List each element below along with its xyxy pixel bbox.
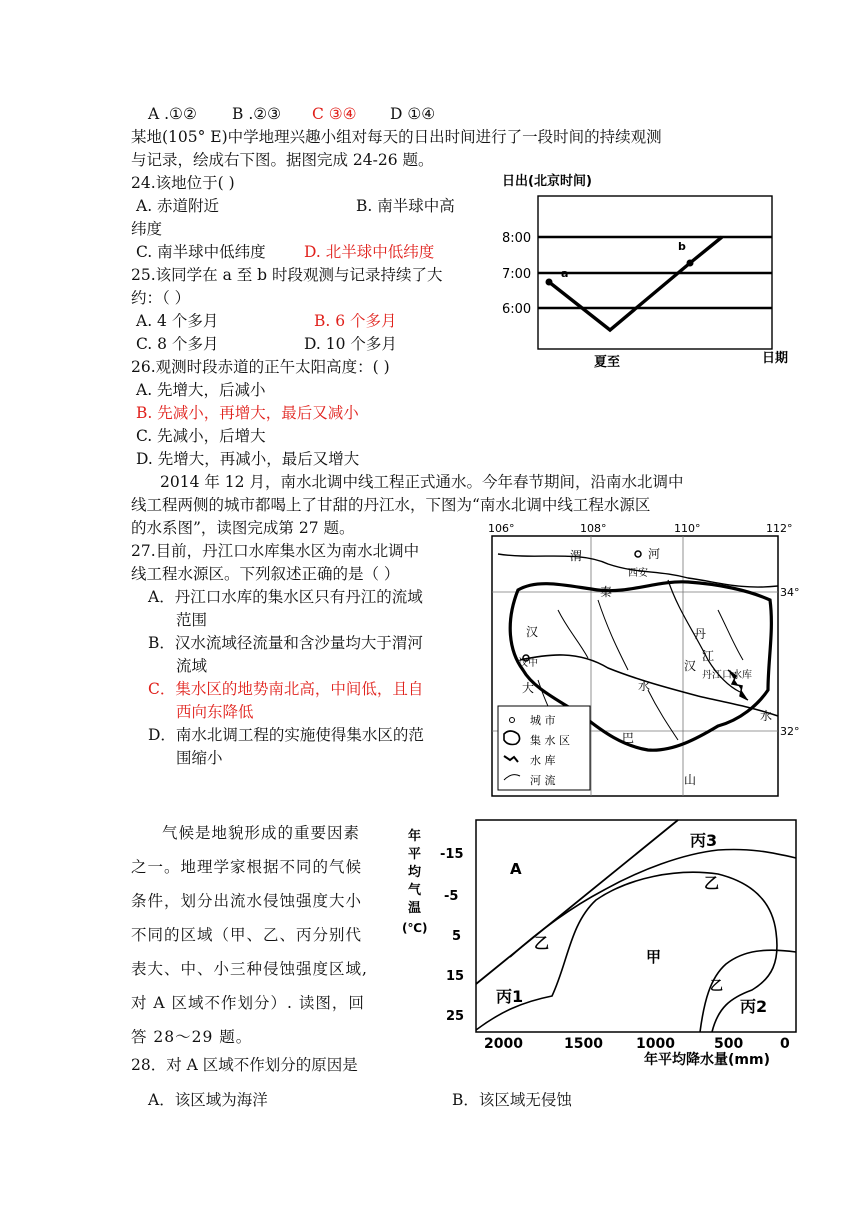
q26-option-d: D. 先增大，再减小，最后又增大 [136,450,360,468]
city-xian [635,551,641,557]
q23-option-c: C ③④ [312,105,357,123]
label-han2: 汉 [684,659,697,673]
q27-option-c-2: 西向东降低 [176,703,254,721]
q24-option-a: A. 赤道附近 [136,197,220,215]
climate-intro-line5: 表大、中、小三种侵蚀强度区域, [131,960,368,978]
climate-intro-line3: 条件，划分出流水侵蚀强度大小 [131,892,363,910]
tributary-2 [558,610,588,658]
sunrise-chart [490,166,810,372]
xtick-1000: 1000 [636,1036,675,1052]
tributary-3 [718,610,743,660]
tributary-1 [598,600,628,670]
q27-stem-1: 27.目前，丹江口水库集水区为南水北调中 [131,542,420,560]
q24-option-b-cont: 纬度 [131,220,163,238]
legend-reservoir: 水 库 [530,754,556,767]
ytick-8: 8:00 [502,231,532,246]
region-A: A [510,860,522,878]
xtick-1500: 1500 [564,1036,603,1052]
region-bing2: 丙2 [740,997,768,1016]
ytick-25: 25 [446,1009,465,1024]
ytick-minus15: -15 [440,847,464,862]
q28-option-b: B．该区域无侵蚀 [452,1091,572,1109]
ylabel-1: 年 [408,829,422,844]
q23-option-a: A .①② [148,105,197,123]
ylabel-unit: (℃) [402,921,428,935]
point-a [546,279,553,286]
sunrise-xlabel: 日期 [762,351,789,366]
climate-intro-line1: 气候是地貌形成的重要因素 [162,824,361,842]
label-qin: 秦 [600,585,613,599]
q27-option-a-2: 范围 [176,611,208,629]
q24-option-d: D. 北半球中低纬度 [304,243,435,261]
lon-110: 110° [674,522,701,535]
ylabel-4: 气 [408,883,422,898]
q26-stem: 26.观测时段赤道的正午太阳高度：( ) [131,358,390,376]
tributary-4 [648,690,678,740]
lat-34: 34° [780,586,800,599]
lon-112: 112° [766,522,793,535]
lon-108: 108° [580,522,607,535]
q27-stem-2: 线工程水源区。下列叙述正确的是（ ） [131,565,400,583]
boundary-jia [476,872,777,1032]
q25-stem-2: 约：（ ） [131,289,191,307]
ylabel-3: 均 [408,865,422,880]
climate-intro-line2: 之一。地理学家根据不同的气候 [131,858,363,876]
water-intro-line2: 线工程两侧的城市都喝上了甘甜的丹江水，下图为“南水北调中线工程水源区 [131,496,651,514]
sunrise-intro-line1: 某地(105° E)中学地理兴趣小组对每天的日出时间进行了一段时间的持续观测 [131,128,662,146]
label-wei: 渭 [570,549,583,563]
label-danjiangkou: 丹江口水库 [702,670,752,681]
q28-option-a: A．该区域为海洋 [148,1091,268,1109]
erosion-climate-chart [400,812,815,1068]
q26-option-c: C. 先减小，后增大 [136,427,266,445]
mark-summer-solstice: 夏至 [594,355,621,370]
label-jiang: 江 [702,649,715,663]
label-han: 汉 [526,625,539,639]
region-yi-right: 乙 [710,979,724,994]
q26-option-b: B. 先减小，再增大，最后又减小 [136,404,359,422]
q27-option-b-1: B．汉水流域径流量和含沙量均大于渭河 [148,634,423,652]
label-b: b [678,240,686,253]
legend-river: 河 流 [530,774,556,787]
xtick-500: 500 [714,1036,744,1052]
climate-intro-line6: 对 A 区域不作划分）. 读图，回 [131,994,365,1012]
label-he: 河 [648,547,661,561]
ytick-7: 7:00 [502,267,532,282]
climate-intro-line4: 不同的区域（甲、乙、丙分别代 [131,926,363,944]
label-xian: 西安 [628,568,648,579]
ytick-minus5: -5 [444,889,459,904]
label-ba: 巴 [622,731,635,745]
q26-option-a: A. 先增大，后减小 [136,381,266,399]
lat-32: 32° [780,725,800,738]
ytick-6: 6:00 [502,302,532,317]
water-source-map [478,520,808,800]
ylabel-2: 平 [408,847,422,862]
label-shan: 山 [684,773,697,787]
q27-option-d-1: D．南水北调工程的实施使得集水区的范 [148,726,424,744]
climate-intro-line7: 答 28～29 题。 [131,1028,253,1046]
region-bing3: 丙3 [690,831,718,850]
label-shui: 水 [638,679,651,693]
q27-option-d-2: 围缩小 [176,749,223,767]
q25-option-b: B. 6 个多月 [314,312,397,330]
q25-option-d: D. 10 个多月 [304,335,397,353]
ylabel-5: 温 [408,901,422,916]
q24-stem: 24.该地位于( ) [131,174,235,192]
q25-option-c: C. 8 个多月 [136,335,219,353]
label-da: 大 [522,681,535,695]
legend-catchment: 集 水 区 [530,734,570,747]
sunrise-line [549,237,722,330]
label-shui2: 水 [760,709,773,723]
q27-option-c-1: C．集水区的地势南北高，中间低，且自 [148,680,424,698]
boundary-upper [510,849,796,957]
sunrise-ylabel: 日出(北京时间) [502,174,592,189]
label-a: a [561,267,569,280]
xtick-0: 0 [780,1036,790,1052]
water-intro-line3: 的水系图”，读图完成第 27 题。 [131,519,355,537]
point-b [687,260,694,267]
q24-option-b: B. 南半球中高 [356,197,455,215]
label-dan: 丹 [694,627,707,641]
ytick-15: 15 [446,969,465,984]
q23-option-b: B .②③ [232,105,282,123]
label-hanzhong: 汉中 [518,658,538,669]
xtick-2000: 2000 [484,1036,523,1052]
lon-106: 106° [488,522,515,535]
q28-stem: 28．对 A 区域不作划分的原因是 [131,1056,358,1074]
q27-option-a-1: A．丹江口水库的集水区只有丹江的流域 [148,588,423,606]
sunrise-intro-line2: 与记录，绘成右下图。据图完成 24-26 题。 [131,151,434,169]
q25-option-a: A. 4 个多月 [136,312,219,330]
region-bing1: 丙1 [496,987,524,1006]
q25-stem-1: 25.该同学在 a 至 b 时段观测与记录持续了大 [131,266,443,284]
q24-option-c: C. 南半球中低纬度 [136,243,266,261]
region-jia: 甲 [646,948,662,966]
q27-option-b-2: 流域 [176,657,208,675]
region-yi-left: 乙 [534,934,550,952]
ytick-5: 5 [452,929,462,944]
legend-city: 城 市 [530,714,556,727]
water-intro-line1: 2014 年 12 月，南水北调中线工程正式通水。今年春节期间，沿南水北调中 [160,473,684,491]
erosion-xlabel: 年平均降水量(mm) [644,1052,770,1068]
q23-option-d: D ①④ [390,105,436,123]
region-yi-top: 乙 [704,874,720,892]
